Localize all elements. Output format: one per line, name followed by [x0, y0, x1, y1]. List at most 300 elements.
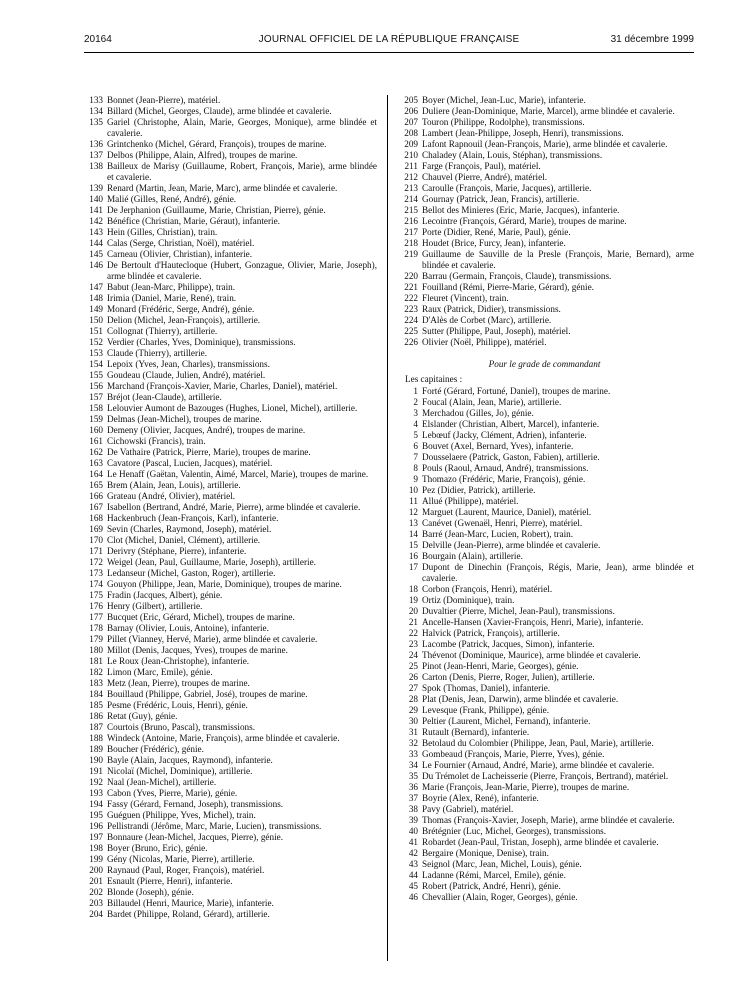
- list-item: [84, 854, 377, 865]
- list-item: [84, 282, 377, 293]
- entry-number: 146: [89, 260, 103, 270]
- entry-text: Esnault (Pierre, Henri), infanterie.: [107, 876, 233, 886]
- entry-text: Cichowski (Francis), train.: [107, 436, 206, 446]
- list-item: [84, 612, 377, 623]
- entry-number: 138: [89, 161, 103, 171]
- entry-text: De Jerphanion (Guillaume, Marie, Christian, Pierre), génie.: [107, 205, 326, 215]
- list-item: [395, 386, 694, 397]
- list-item: [395, 529, 694, 540]
- list-item: [395, 650, 694, 661]
- header-rule: [84, 52, 694, 53]
- list-item: [84, 821, 377, 832]
- entry-text: Lafont Rapnouil (Jean-François, Marie), arme blindée et cavalerie.: [422, 139, 668, 149]
- list-item: [84, 722, 377, 733]
- entry-number: 24: [408, 650, 418, 660]
- list-item: [84, 238, 377, 249]
- list-item: [395, 106, 694, 117]
- entry-number: 25: [408, 661, 418, 671]
- entry-text: Sevin (Charles, Raymond, Joseph), matériel.: [107, 524, 272, 534]
- list-item: [84, 777, 377, 788]
- entry-text: Boyer (Bruno, Eric), génie.: [107, 843, 208, 853]
- entry-number: 155: [89, 370, 103, 380]
- entry-text: Boyer (Michel, Jean-Luc, Marie), infanterie.: [422, 95, 586, 105]
- list-item: [395, 870, 694, 881]
- entry-number: 148: [89, 293, 103, 303]
- entry-text: Pellistrandi (Jérôme, Marc, Marie, Lucien), transmissions.: [107, 821, 322, 831]
- entry-text: Bonnet (Jean-Pierre), matériel.: [107, 95, 221, 105]
- entry-text: Marie (François, Jean-Marie, Pierre), troupes de marine.: [422, 782, 630, 792]
- list-item: [84, 689, 377, 700]
- entry-number: 156: [89, 381, 103, 391]
- entry-number: 222: [404, 293, 418, 303]
- entry-text: Betolaud du Colombier (Philippe, Jean, Paul, Marie), artillerie.: [422, 738, 654, 748]
- list-item: [84, 590, 377, 601]
- entry-text: Peltier (Laurent, Michel, Fernand), infanterie.: [422, 716, 591, 726]
- list-item: [84, 700, 377, 711]
- entry-text: Collognat (Thierry), artillerie.: [107, 326, 218, 336]
- entry-text: Houdet (Brice, Furcy, Jean), infanterie.: [422, 238, 566, 248]
- list-item: [395, 606, 694, 617]
- entry-number: 33: [408, 749, 418, 759]
- entry-text: Irimia (Daniel, Marie, René), train.: [107, 293, 237, 303]
- entry-text: Monard (Frédéric, Serge, André), génie.: [107, 304, 255, 314]
- entry-text: Guillaume de Sauville de la Presle (François, Marie, Bernard), arme blindée et cavalerie.: [422, 249, 694, 270]
- entry-number: 180: [89, 645, 103, 655]
- list-item: [395, 304, 694, 315]
- list-item: [84, 799, 377, 810]
- entry-number: 5: [413, 430, 418, 440]
- entry-text: Lacombe (Patrick, Jacques, Simon), infanterie.: [422, 639, 595, 649]
- entry-text: Le Fournier (Arnaud, André, Marie), arme blindée et cavalerie.: [422, 760, 655, 770]
- entry-number: 197: [89, 832, 103, 842]
- entry-number: 27: [408, 683, 418, 693]
- entry-text: Naal (Jean-Michel), artillerie.: [107, 777, 217, 787]
- entry-number: 221: [404, 282, 418, 292]
- entry-number: 21: [408, 617, 418, 627]
- entry-text: Pesme (Frédéric, Louis, Henri), génie.: [107, 700, 248, 710]
- list-item: [84, 480, 377, 491]
- entry-number: 12: [408, 507, 418, 517]
- entry-number: 145: [89, 249, 103, 259]
- entry-text: Caroulle (François, Marie, Jacques), artillerie.: [422, 183, 592, 193]
- entry-text: Claude (Thierry), artillerie.: [107, 348, 207, 358]
- entry-text: Barré (Jean-Marc, Lucien, Robert), train.: [422, 529, 574, 539]
- entry-text: Thomas (François-Xavier, Joseph, Marie), arme blindée et cavalerie.: [422, 815, 675, 825]
- entry-number: 165: [89, 480, 103, 490]
- entry-text: Duvaltier (Pierre, Michel, Jean-Paul), transmissions.: [422, 606, 615, 616]
- entry-number: 203: [89, 898, 103, 908]
- list-item: [84, 898, 377, 909]
- entry-number: 176: [89, 601, 103, 611]
- list-item: [395, 595, 694, 606]
- list-item: [395, 183, 694, 194]
- entry-text: Ortiz (Dominique), train.: [422, 595, 515, 605]
- entry-number: 178: [89, 623, 103, 633]
- list-item: [395, 496, 694, 507]
- entry-number: 192: [89, 777, 103, 787]
- entry-number: 187: [89, 722, 103, 732]
- list-item: [84, 447, 377, 458]
- list-item: [84, 645, 377, 656]
- section-intro: Les capitaines :: [405, 374, 463, 384]
- entry-number: 223: [404, 304, 418, 314]
- entry-text: Sutter (Philippe, Paul, Joseph), matériel.: [422, 326, 571, 336]
- list-item: [84, 557, 377, 568]
- entry-number: 208: [404, 128, 418, 138]
- entry-number: 169: [89, 524, 103, 534]
- entry-text: Hackenbruch (Jean-François, Karl), infanterie.: [107, 513, 279, 523]
- entry-text: Allué (Philippe), matériel.: [422, 496, 519, 506]
- list-item: [395, 337, 694, 348]
- list-item: [395, 562, 694, 584]
- entry-text: Olivier (Noël, Philippe), matériel.: [422, 337, 547, 347]
- section-title: Pour le grade de commandant: [488, 359, 601, 369]
- entry-text: Babut (Jean-Marc, Philippe), train.: [107, 282, 236, 292]
- list-item: [84, 502, 377, 513]
- entry-text: Ledanseur (Michel, Gaston, Roger), artillerie.: [107, 568, 276, 578]
- entry-number: 18: [408, 584, 418, 594]
- column-divider: [387, 95, 388, 961]
- entry-number: 214: [404, 194, 418, 204]
- entry-text: Bayle (Alain, Jacques, Raymond), infanterie.: [107, 755, 273, 765]
- entry-text: Bonnaure (Jean-Michel, Jacques, Pierre), génie.: [107, 832, 284, 842]
- entry-text: Delbos (Philippe, Alain, Alfred), troupes de marine.: [107, 150, 298, 160]
- list-item: [84, 568, 377, 579]
- entry-number: 6: [413, 441, 418, 451]
- list-item: [84, 601, 377, 612]
- entry-text: Bardet (Philippe, Roland, Gérard), artillerie.: [107, 909, 270, 919]
- entry-number: 199: [89, 854, 103, 864]
- list-item: [84, 106, 377, 117]
- entry-number: 154: [89, 359, 103, 369]
- entry-number: 28: [408, 694, 418, 704]
- list-item: [84, 788, 377, 799]
- entry-number: 213: [404, 183, 418, 193]
- list-item: [84, 733, 377, 744]
- entry-text: Farge (François, Paul), matériel.: [422, 161, 541, 171]
- list-item: [395, 474, 694, 485]
- list-item: [84, 414, 377, 425]
- entry-text: Thévenot (Dominique, Maurice), arme blindée et cavalerie.: [422, 650, 641, 660]
- list-item: [395, 705, 694, 716]
- entry-number: 10: [408, 485, 418, 495]
- entry-text: Barrau (Germain, François, Claude), transmissions.: [422, 271, 612, 281]
- entry-text: Pillet (Vianney, Hervé, Marie), arme blindée et cavalerie.: [107, 634, 318, 644]
- list-item: [395, 485, 694, 496]
- list-item: [395, 749, 694, 760]
- entry-text: Delion (Michel, Jean-François), artillerie.: [107, 315, 261, 325]
- entry-text: Marguet (Laurent, Maurice, Daniel), matériel.: [422, 507, 592, 517]
- entry-text: Fouilland (Rémi, Pierre-Marie, Gérard), génie.: [422, 282, 594, 292]
- entry-number: 141: [89, 205, 103, 215]
- list-item: [395, 216, 694, 227]
- list-item: [395, 837, 694, 848]
- list-item: [84, 535, 377, 546]
- list-item: [395, 639, 694, 650]
- list-item: [84, 381, 377, 392]
- list-item: [395, 419, 694, 430]
- list-item: [84, 403, 377, 414]
- entry-number: 15: [408, 540, 418, 550]
- entry-number: 142: [89, 216, 103, 226]
- entry-number: 182: [89, 667, 103, 677]
- entry-text: Le Henaff (Gaëtan, Valentin, Aimé, Marcel, Marie), troupes de marine.: [107, 469, 369, 479]
- entry-text: Merchadou (Gilles, Jo), génie.: [422, 408, 534, 418]
- list-item: [395, 95, 694, 106]
- entry-number: 195: [89, 810, 103, 820]
- list-item: [84, 469, 377, 480]
- entry-number: 161: [89, 436, 103, 446]
- entry-text: Ladanne (Rémi, Marcel, Emile), génie.: [422, 870, 566, 880]
- entry-number: 34: [408, 760, 418, 770]
- entry-number: 45: [408, 881, 418, 891]
- list-item: [84, 678, 377, 689]
- list-item: [84, 315, 377, 326]
- entry-text: Corbon (François, Henri), matériel.: [422, 584, 553, 594]
- entry-text: Chauvel (Pierre, André), matériel.: [422, 172, 548, 182]
- entry-text: Ancelle-Hansen (Xavier-François, Henri, Marie), infanterie.: [422, 617, 644, 627]
- list-item: [395, 205, 694, 216]
- list-item: [395, 628, 694, 639]
- list-item: [395, 551, 694, 562]
- page-number: 20164: [84, 34, 112, 45]
- entry-number: 196: [89, 821, 103, 831]
- entry-text: Courtois (Bruno, Pascal), transmissions.: [107, 722, 256, 732]
- list-item: [84, 359, 377, 370]
- entry-number: 9: [413, 474, 418, 484]
- list-item: [395, 194, 694, 205]
- entry-text: Foucal (Alain, Jean, Marie), artillerie.: [422, 397, 562, 407]
- entry-number: 14: [408, 529, 418, 539]
- entry-text: Boucher (Frédéric), génie.: [107, 744, 204, 754]
- entry-text: Bréjot (Jean-Claude), artillerie.: [107, 392, 222, 402]
- list-item: [84, 249, 377, 260]
- entry-number: 224: [404, 315, 418, 325]
- list-item: [84, 909, 377, 920]
- entry-number: 31: [408, 727, 418, 737]
- entry-number: 207: [404, 117, 418, 127]
- entry-text: Metz (Jean, Pierre), troupes de marine.: [107, 678, 250, 688]
- entry-number: 185: [89, 700, 103, 710]
- entry-text: Hein (Gilles, Christian), train.: [107, 227, 218, 237]
- list-item: [395, 150, 694, 161]
- entry-number: 150: [89, 315, 103, 325]
- list-item: [84, 293, 377, 304]
- right-column-list-bottom: [395, 386, 694, 903]
- list-item: [84, 579, 377, 590]
- list-item: [84, 843, 377, 854]
- entry-number: 204: [89, 909, 103, 919]
- entry-number: 144: [89, 238, 103, 248]
- list-item: [395, 760, 694, 771]
- entry-number: 149: [89, 304, 103, 314]
- entry-text: Fleuret (Vincent), train.: [422, 293, 509, 303]
- entry-number: 22: [408, 628, 418, 638]
- entry-text: Carton (Denis, Pierre, Roger, Julien), artillerie.: [422, 672, 595, 682]
- entry-number: 7: [413, 452, 418, 462]
- entry-text: Weigel (Jean, Paul, Guillaume, Marie, Joseph), artillerie.: [107, 557, 316, 567]
- list-item: [84, 216, 377, 227]
- entry-number: 211: [404, 161, 418, 171]
- entry-text: Lepoix (Yves, Jean, Charles), transmissions.: [107, 359, 270, 369]
- entry-text: Grintchenko (Michel, Gérard, François), troupes de marine.: [107, 139, 327, 149]
- entry-number: 212: [404, 172, 418, 182]
- list-item: [84, 337, 377, 348]
- entry-text: Cabon (Yves, Pierre, Marie), génie.: [107, 788, 238, 798]
- entry-number: 226: [404, 337, 418, 347]
- entry-text: Derivry (Stéphane, Pierre), infanterie.: [107, 546, 247, 556]
- entry-text: Delville (Jean-Pierre), arme blindée et cavalerie.: [422, 540, 601, 550]
- entry-text: Barnay (Olivier, Louis, Antoine), infanterie.: [107, 623, 269, 633]
- entry-text: Pez (Didier, Patrick), artillerie.: [422, 485, 536, 495]
- list-item: [395, 617, 694, 628]
- entry-number: 4: [413, 419, 418, 429]
- list-item: [395, 430, 694, 441]
- list-item: [395, 727, 694, 738]
- entry-text: Pinot (Jean-Henri, Marie, Georges), génie.: [422, 661, 579, 671]
- entry-text: Retat (Guy), génie.: [107, 711, 178, 721]
- entry-text: Carneau (Olivier, Christian), infanterie.: [107, 249, 253, 259]
- entry-text: Brétégnier (Luc, Michel, Georges), transmissions.: [422, 826, 607, 836]
- entry-text: Raux (Patrick, Didier), transmissions.: [422, 304, 561, 314]
- entry-number: 184: [89, 689, 103, 699]
- entry-number: 171: [89, 546, 103, 556]
- entry-number: 159: [89, 414, 103, 424]
- entry-text: Raynaud (Paul, Roger, François), matériel.: [107, 865, 265, 875]
- right-column-list-top: [395, 95, 694, 348]
- list-item: [84, 546, 377, 557]
- entry-text: Clot (Michel, Daniel, Clément), artillerie.: [107, 535, 261, 545]
- entry-text: Seignol (Marc, Jean, Michel, Louis), génie.: [422, 859, 582, 869]
- entry-text: Gény (Nicolas, Marie, Pierre), artillerie.: [107, 854, 255, 864]
- entry-text: Henry (Gilbert), artillerie.: [107, 601, 203, 611]
- list-item: [84, 744, 377, 755]
- list-item: [84, 392, 377, 403]
- entry-number: 160: [89, 425, 103, 435]
- entry-number: 3: [413, 408, 418, 418]
- entry-text: Bucquet (Eric, Gérard, Michel), troupes de marine.: [107, 612, 295, 622]
- entry-text: Verdier (Charles, Yves, Dominique), transmissions.: [107, 337, 296, 347]
- left-column: [84, 95, 377, 920]
- entry-text: Fradin (Jacques, Albert), génie.: [107, 590, 223, 600]
- entry-text: Robardet (Jean-Paul, Tristan, Joseph), arme blindée et cavalerie.: [422, 837, 659, 847]
- list-item: [84, 260, 377, 282]
- list-item: [84, 865, 377, 876]
- entry-number: 220: [404, 271, 418, 281]
- list-item: [395, 452, 694, 463]
- list-item: [395, 892, 694, 903]
- entry-text: Limon (Marc, Emile), génie.: [107, 667, 213, 677]
- entry-text: Touron (Philippe, Rodolphe), transmissions.: [422, 117, 585, 127]
- entry-number: 139: [89, 183, 103, 193]
- entry-number: 163: [89, 458, 103, 468]
- entry-text: Pavy (Gabriel), matériel.: [422, 804, 514, 814]
- list-item: [84, 667, 377, 678]
- entry-text: Chevallier (Alain, Roger, Georges), génie.: [422, 892, 578, 902]
- entry-text: Malié (Gilles, René, André), génie.: [107, 194, 237, 204]
- entry-number: 166: [89, 491, 103, 501]
- entry-text: Le Roux (Jean-Christophe), infanterie.: [107, 656, 250, 666]
- journal-title: JOURNAL OFFICIEL DE LA RÉPUBLIQUE FRANÇAISE: [258, 34, 520, 45]
- entry-text: D'Alès de Corbet (Marc), artillerie.: [422, 315, 552, 325]
- list-item: [395, 282, 694, 293]
- entry-text: Rutault (Bernard), infanterie.: [422, 727, 530, 737]
- entry-text: Dousselaere (Patrick, Gaston, Fabien), artillerie.: [422, 452, 600, 462]
- entry-number: 39: [408, 815, 418, 825]
- entry-number: 209: [404, 139, 418, 149]
- list-item: [395, 271, 694, 282]
- list-item: [84, 711, 377, 722]
- list-item: [395, 661, 694, 672]
- entry-number: 200: [89, 865, 103, 875]
- list-item: [395, 227, 694, 238]
- entry-text: Gouyon (Philippe, Jean, Marie, Dominique), troupes de marine.: [107, 579, 342, 589]
- entry-text: Canévet (Gwenaël, Henri, Pierre), matériel.: [422, 518, 583, 528]
- entry-text: Halvick (Patrick, François), artillerie.: [422, 628, 560, 638]
- list-item: [84, 227, 377, 238]
- entry-number: 174: [89, 579, 103, 589]
- list-item: [84, 370, 377, 381]
- list-item: [84, 458, 377, 469]
- entry-text: Bergaire (Monique, Denise), train.: [422, 848, 549, 858]
- entry-number: 172: [89, 557, 103, 567]
- entry-number: 147: [89, 282, 103, 292]
- entry-text: Marchand (François-Xavier, Marie, Charles, Daniel), matériel.: [107, 381, 338, 391]
- entry-number: 179: [89, 634, 103, 644]
- entry-number: 20: [408, 606, 418, 616]
- entry-number: 152: [89, 337, 103, 347]
- entry-text: Renard (Martin, Jean, Marie, Marc), arme blindée et cavalerie.: [107, 183, 338, 193]
- entry-number: 136: [89, 139, 103, 149]
- entry-text: Billard (Michel, Georges, Claude), arme blindée et cavalerie.: [107, 106, 332, 116]
- entry-number: 37: [408, 793, 418, 803]
- list-item: [395, 881, 694, 892]
- entry-number: 191: [89, 766, 103, 776]
- entry-number: 43: [408, 859, 418, 869]
- entry-text: Robert (Patrick, André, Henri), génie.: [422, 881, 561, 891]
- page-header: [84, 34, 694, 48]
- entry-number: 188: [89, 733, 103, 743]
- entry-number: 143: [89, 227, 103, 237]
- entry-text: Bouillaud (Philippe, Gabriel, José), troupes de marine.: [107, 689, 308, 699]
- list-item: [84, 304, 377, 315]
- entry-text: Lambert (Jean-Philippe, Joseph, Henri), transmissions.: [422, 128, 624, 138]
- entry-text: Boyrie (Alex, René), infanterie.: [422, 793, 539, 803]
- list-item: [84, 810, 377, 821]
- entry-number: 216: [404, 216, 418, 226]
- list-item: [395, 161, 694, 172]
- list-item: [84, 183, 377, 194]
- list-item: [84, 161, 377, 183]
- entry-number: 17: [408, 562, 418, 572]
- entry-number: 23: [408, 639, 418, 649]
- entry-number: 177: [89, 612, 103, 622]
- list-item: [395, 815, 694, 826]
- list-item: [395, 848, 694, 859]
- list-item: [395, 326, 694, 337]
- entry-text: Bellot des Minieres (Eric, Marie, Jacques), infanterie.: [422, 205, 620, 215]
- entry-text: Millot (Denis, Jacques, Yves), troupes de marine.: [107, 645, 288, 655]
- entry-number: 205: [404, 95, 418, 105]
- list-item: [395, 826, 694, 837]
- list-item: [395, 408, 694, 419]
- list-item: [395, 507, 694, 518]
- list-item: [84, 117, 377, 139]
- entry-text: Grateau (André, Olivier), matériel.: [107, 491, 236, 501]
- list-item: [395, 782, 694, 793]
- list-item: [395, 463, 694, 474]
- list-item: [84, 623, 377, 634]
